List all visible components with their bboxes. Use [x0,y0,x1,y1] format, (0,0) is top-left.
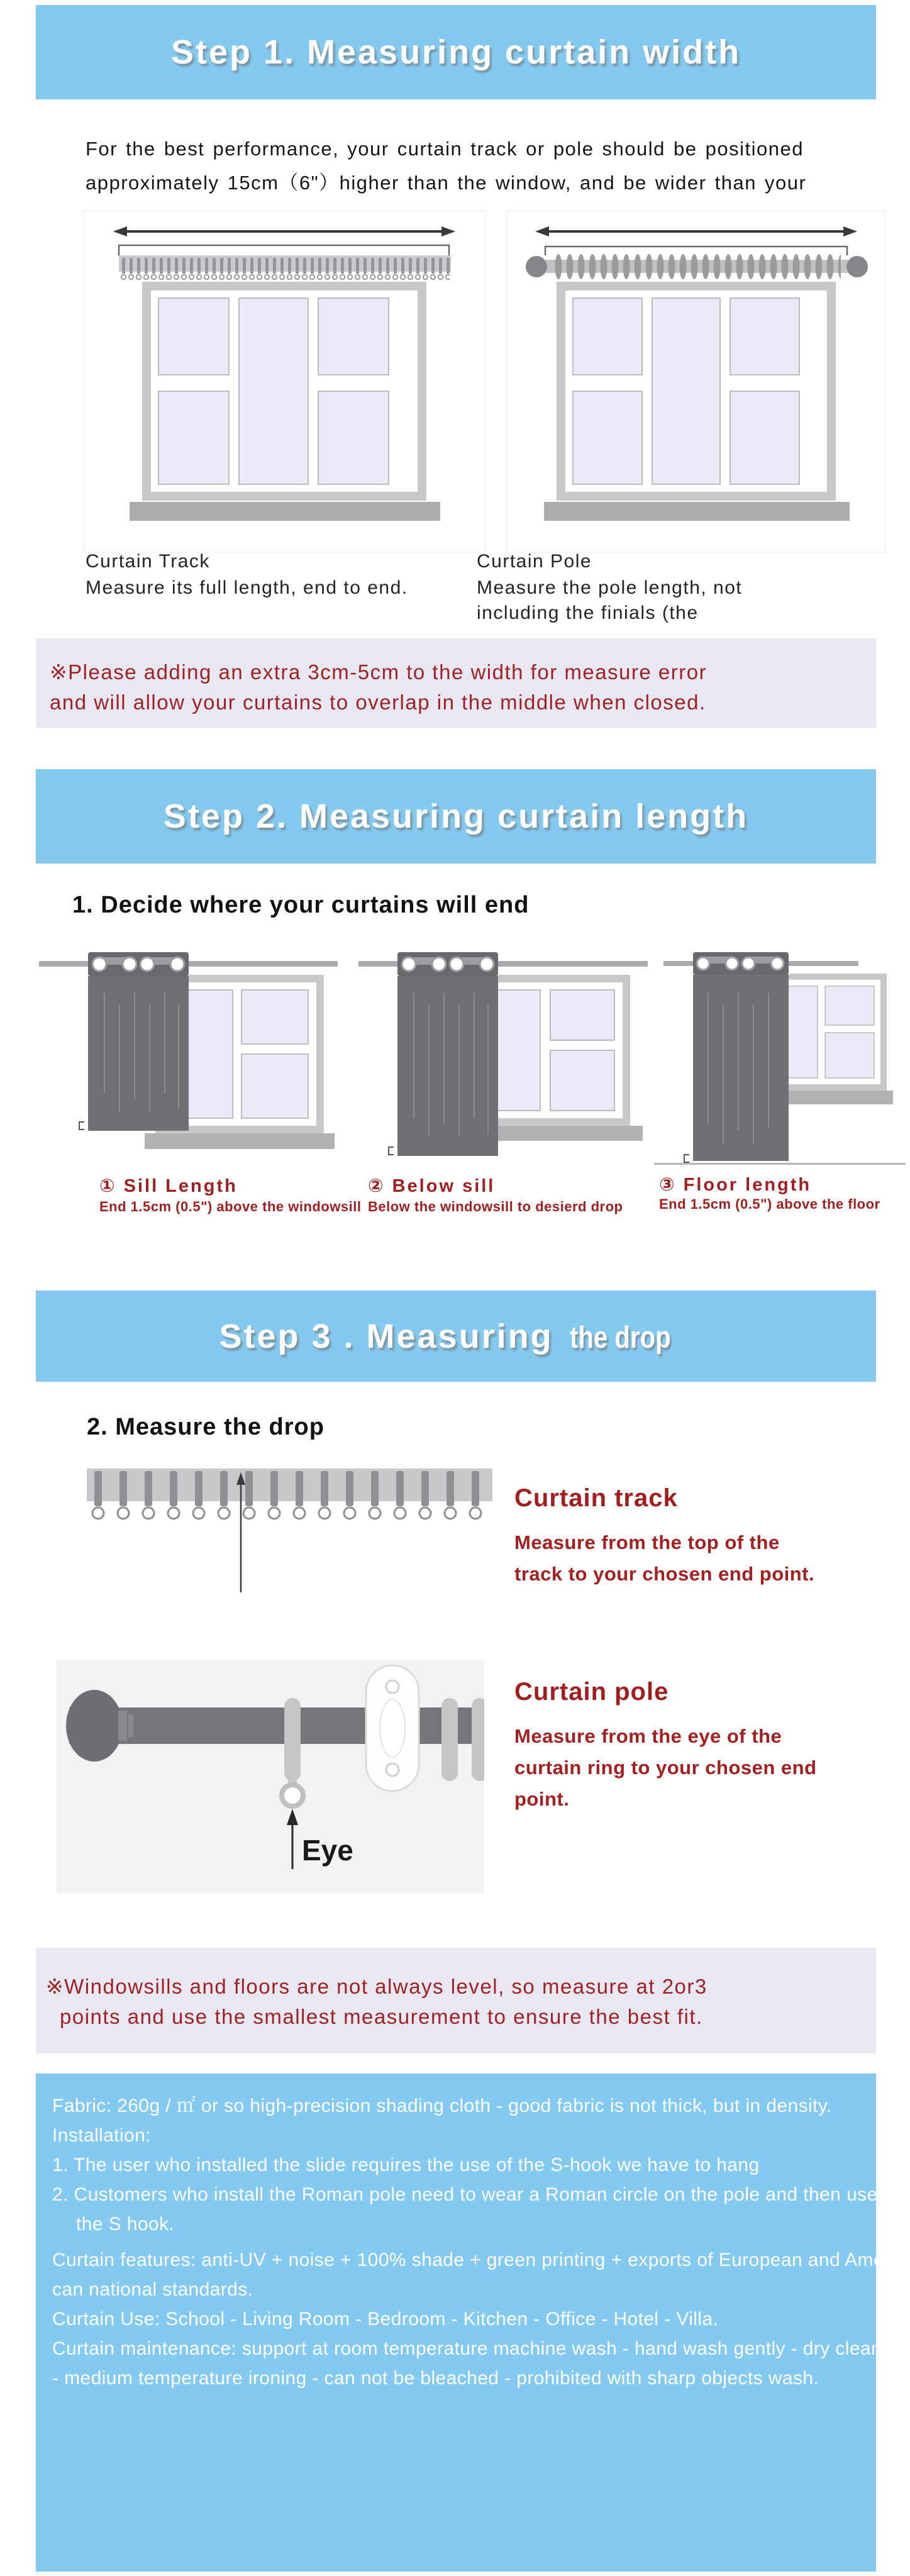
step1-intro-line2: approximately 15cm（6"）higher than the window, and be wider than your [86,172,807,194]
pole-caption-title: Curtain Pole [477,551,592,572]
measure-end-mark [79,1122,84,1130]
track-caption-title: Curtain Track [86,551,210,572]
pole-caption-line2: including the finials (the [477,602,699,623]
track-drop-diagram [82,1463,497,1602]
pole-bracket [366,1665,419,1791]
curtain-track-window-diagram [84,211,485,552]
step2-banner [36,769,876,863]
pole-drop-line3: point. [514,1788,570,1810]
step1-banner [36,5,876,99]
measure-end-mark [389,1147,394,1155]
footer-use: Curtain Use: School - Living Room - Bedroom - Kitchen - Office - Hotel - Villa. [52,2309,719,2329]
width-note [36,638,876,728]
width-arrow-icon [113,226,455,236]
ring-eye [282,1785,303,1806]
option3-label: ③ Floor length [659,1175,812,1195]
width-arrow-icon [535,226,857,236]
curtain-ring [441,1698,458,1781]
step3-banner [36,1291,876,1382]
step3-banner-title [219,1317,692,1356]
floor-length-diagram [654,942,906,1173]
width-note-line2: and will allow your curtains to overlap in the middle when closed. [50,691,706,714]
right-finial [846,256,868,277]
curtain-track-diagram-box [84,211,486,553]
footer-features-2: can national standards. [52,2279,253,2300]
curtain-ring [284,1698,301,1781]
curtain-pole-diagram-box [507,211,885,553]
level-note [36,1948,876,2053]
pole-drop-line1: Measure from the eye of the [514,1725,782,1747]
measure-end-mark [684,1155,689,1162]
option1-label: ① Sill Length [99,1176,238,1196]
pole-drop-diagram [57,1660,484,1893]
eye-pointer-arrow-icon [287,1809,298,1869]
step2-heading: 1. Decide where your curtains will end [72,892,530,918]
step2-banner-title: Step 2. Measuring curtain length [163,797,749,835]
step3-banner-title-sub: the drop [569,1320,671,1355]
finial [66,1690,123,1762]
step1-intro [86,132,806,200]
option3-desc: End 1.5cm (0.5") above the floor [659,1196,880,1212]
step3-heading: 2. Measure the drop [87,1414,325,1440]
floor-line [654,1163,906,1165]
footer-install-2: 2. Customers who install the Roman pole need to wear a Roman circle on the pole and then use [52,2184,878,2205]
option2-label: ② Below sill [368,1176,496,1196]
step3-banner-title-main: Step 3 . Measuring [219,1317,553,1355]
level-note-line1: ※Windowsills and floors are not always level, so measure at 2or3 [46,1975,707,1998]
eye-label: Eye [302,1834,353,1867]
sill-length-diagram [39,942,338,1173]
pole-drop-line2: curtain ring to your chosen end [514,1757,817,1779]
below-sill-diagram [358,942,657,1173]
track-drop-line1: Measure from the top of the [514,1531,780,1553]
pole-caption-line1: Measure the pole length, not [477,577,743,598]
footer-fabric: Fabric: 260g / ㎡ or so high-precision shading cloth - good fabric is not thick, but in density. [52,2096,832,2116]
footer-install-2b: the S hook. [76,2214,175,2235]
footer-features: Curtain features: anti-UV + noise + 100% shade + green printing + exports of European and Ameri- [52,2250,902,2270]
track-extent-bracket [119,245,449,255]
track-drop-title: Curtain track [514,1484,678,1512]
footer-installation: Installation: [52,2125,151,2146]
step1-intro-line1: For the best performance, your curtain track or pole should be positioned [86,138,804,160]
step1-banner-title: Step 1. Measuring curtain width [170,33,741,71]
track-caption-line: Measure its full length, end to end. [86,577,408,598]
footer-install-1: 1. The user who installed the slide requires the use of the S-hook we have to hang [52,2155,760,2175]
curtain-ring [472,1698,484,1781]
footer-maintenance: Curtain maintenance: support at room temperature machine wash - hand wash gently - dry cleaning [52,2338,908,2359]
product-info-footer [36,2074,908,2572]
pole-drop-title: Curtain pole [514,1678,669,1706]
footer-maintenance-2: - medium temperature ironing - can not be bleached - prohibited with sharp objects wash. [52,2368,819,2389]
level-note-line2: points and use the smallest measurement to ensure the best fit. [60,2005,703,2028]
curtain-pole-window-diagram [508,211,885,552]
option1-desc: End 1.5cm (0.5") above the windowsill [99,1199,362,1214]
width-note-line1: ※Please adding an extra 3cm-5cm to the width for measure error [50,660,707,684]
track-drop-line2: track to your chosen end point. [514,1563,815,1585]
option2-desc: Below the windowsill to desierd drop [368,1199,623,1214]
left-finial [526,256,547,277]
